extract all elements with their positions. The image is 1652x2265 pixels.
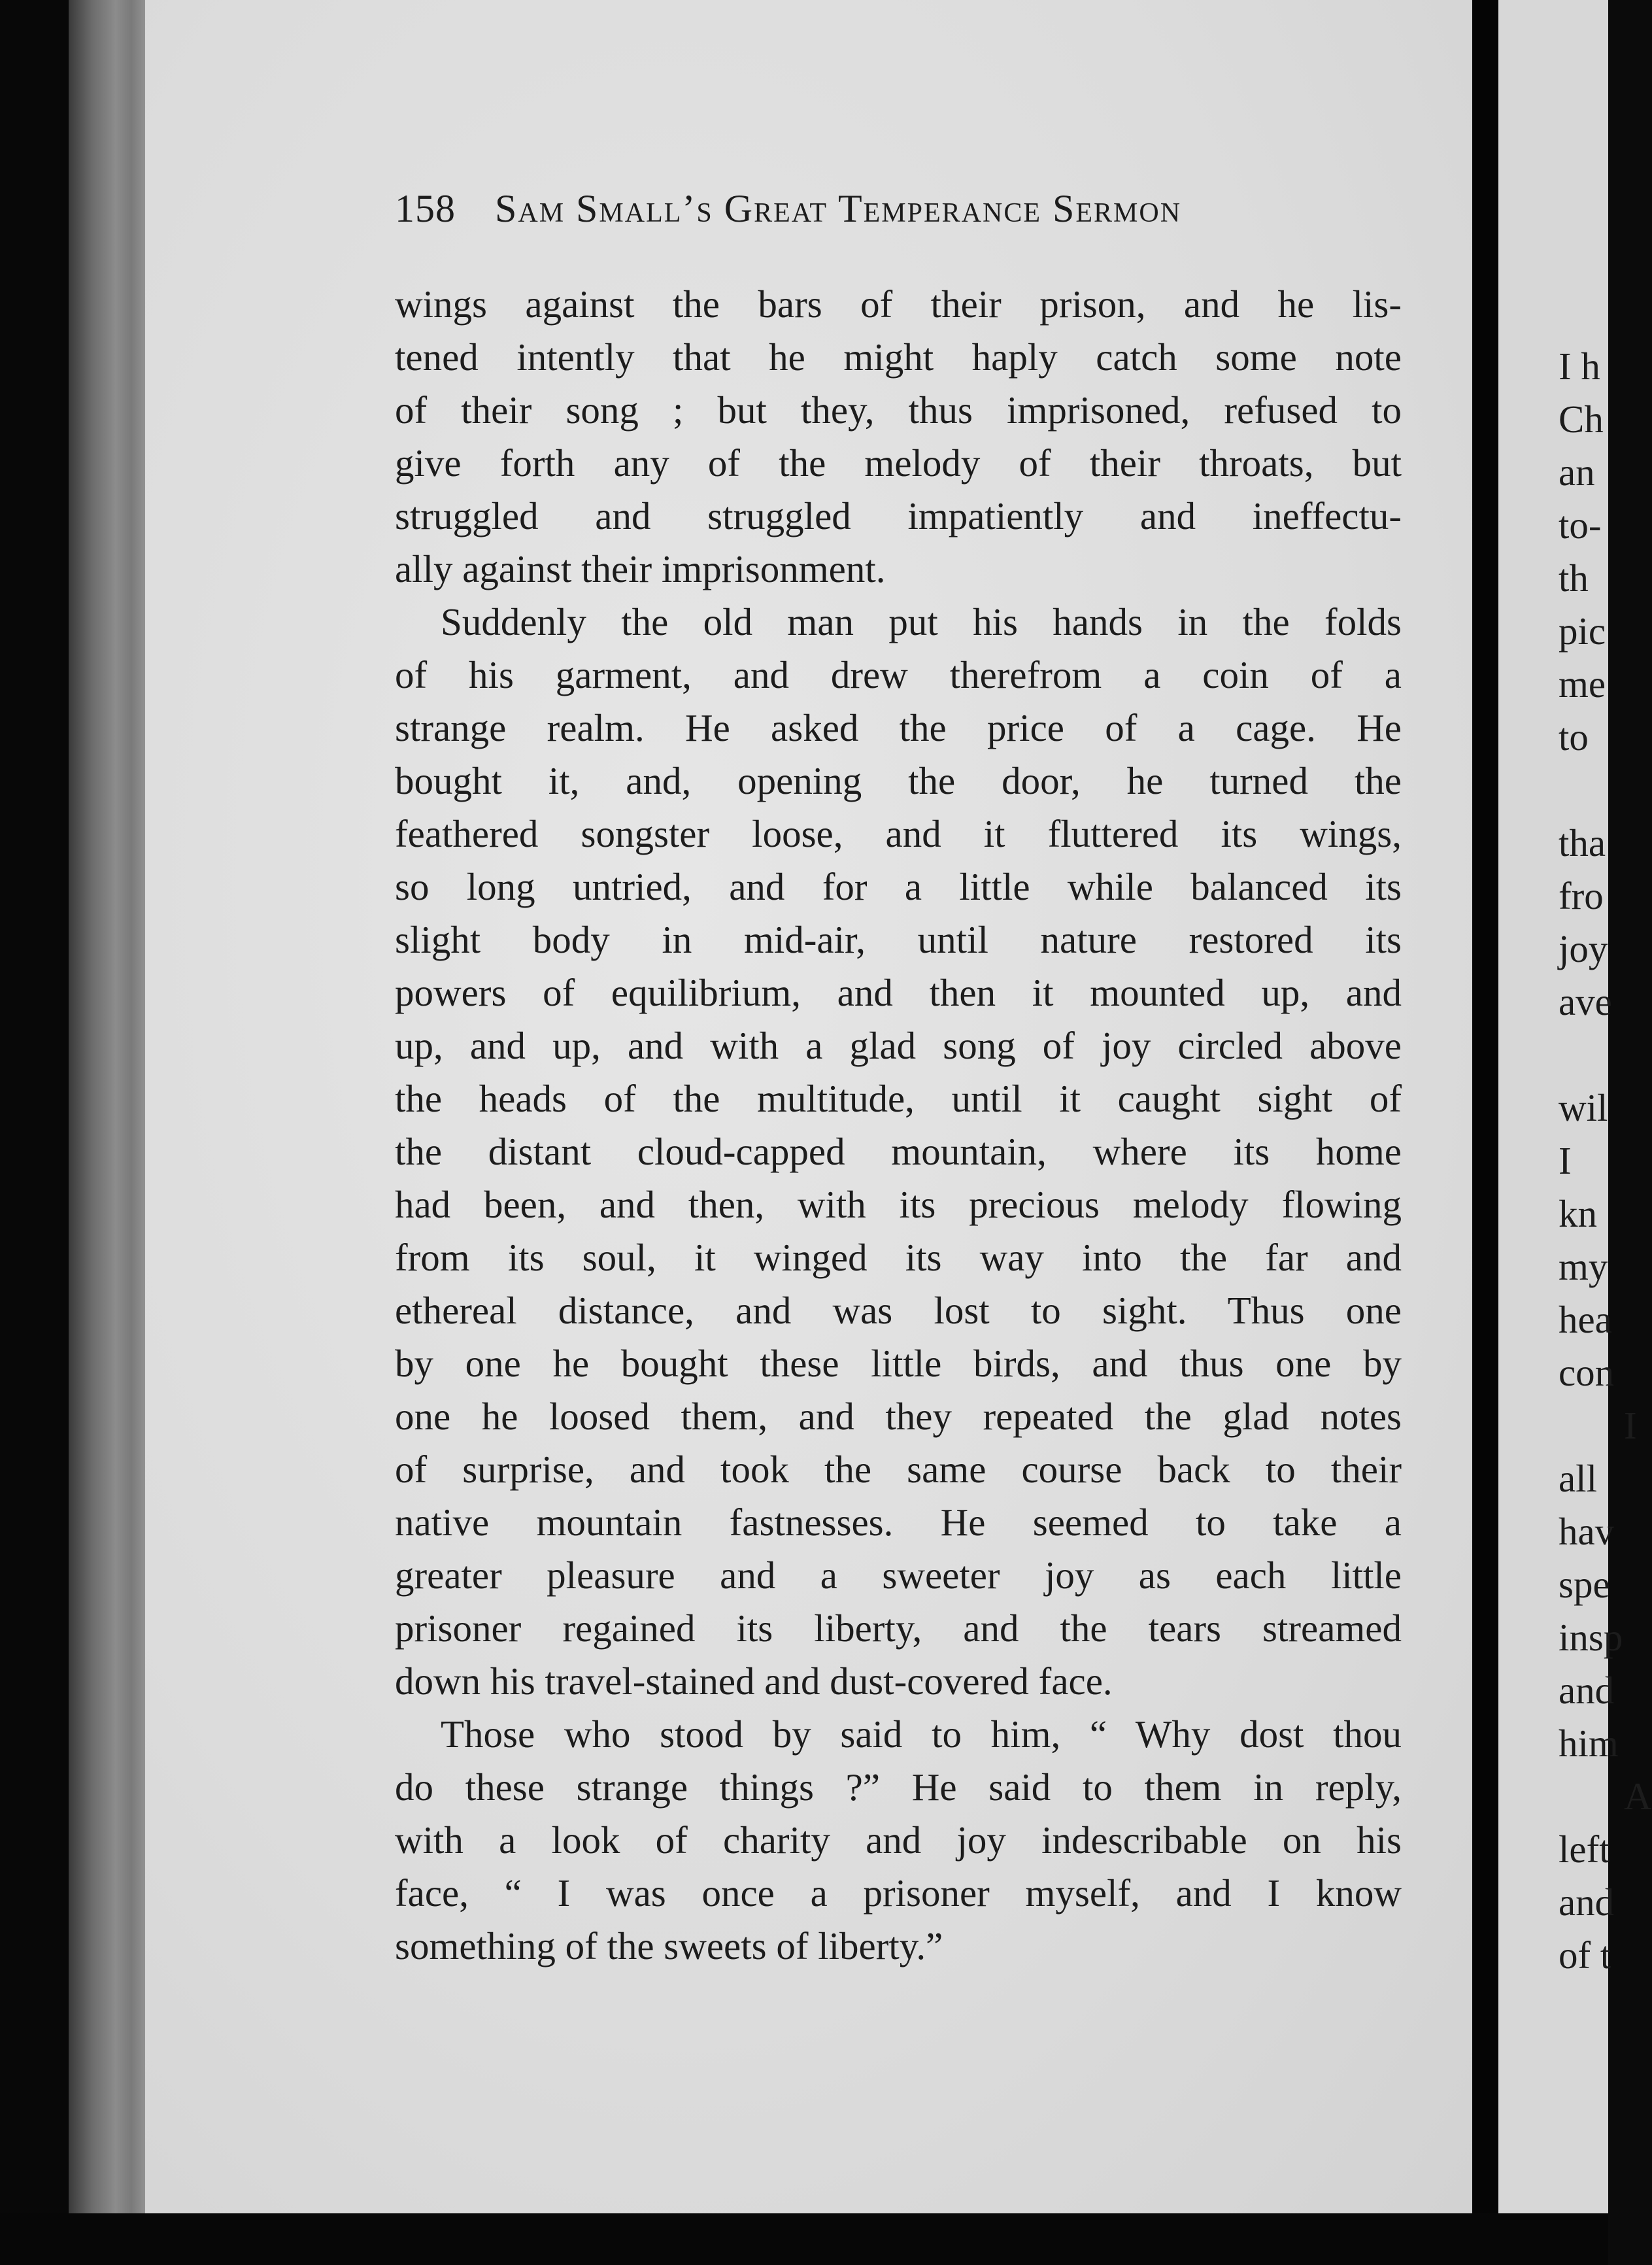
text-line: bought it, and, opening the door, he turned the (395, 759, 1402, 802)
right-page-line: and (1559, 1881, 1615, 1924)
right-page-line: to (1559, 715, 1589, 758)
text-line: face, “ I was once a prisoner myself, and I know (395, 1871, 1402, 1915)
scan-left-margin (0, 0, 72, 2265)
text-line: by one he bought these little birds, and thus one by (395, 1342, 1402, 1385)
text-line: so long untried, and for a little while balanced its (395, 865, 1402, 908)
right-page-line: me (1559, 662, 1606, 706)
text-line: ally against their imprisonment. (395, 547, 886, 590)
right-page-line: hav (1559, 1510, 1615, 1553)
text-line: from its soul, it winged its way into the far and (395, 1236, 1402, 1279)
text-line: strange realm. He asked the price of a cage. He (395, 706, 1402, 749)
text-line: struggled and struggled impatiently and ineffectu- (395, 494, 1402, 537)
right-page-text (1559, 340, 1652, 1982)
right-page-line: left (1559, 1828, 1610, 1871)
text-line: native mountain fastnesses. He seemed to take a (395, 1501, 1402, 1544)
right-page-line: tha (1559, 821, 1606, 864)
right-page-line: I h (1559, 345, 1600, 388)
right-page-line (1559, 1029, 1652, 1081)
right-page-line: my (1559, 1245, 1608, 1288)
right-page-line: to- (1559, 503, 1602, 547)
text-line: with a look of charity and joy indescribable on his (395, 1818, 1402, 1862)
text-line: down his travel-stained and dust-covered face. (395, 1660, 1113, 1703)
right-page-line: an (1559, 451, 1595, 494)
scan-bottom-margin (0, 2213, 1608, 2265)
right-page-line (1559, 764, 1652, 817)
text-line: prisoner regained its liberty, and the tears streamed (395, 1607, 1402, 1650)
text-line: slight body in mid-air, until nature restored its (395, 918, 1402, 961)
text-line: of his garment, and drew therefrom a coin of a (395, 653, 1402, 696)
book-gutter (1472, 0, 1498, 2265)
body-text (395, 278, 1402, 1973)
text-line: give forth any of the melody of their throats, but (395, 441, 1402, 485)
text-line: up, and up, and with a glad song of joy circled above (395, 1024, 1402, 1067)
running-head (395, 186, 1317, 231)
right-page-line: insp (1559, 1616, 1623, 1659)
right-page-line: Ch (1559, 398, 1604, 441)
text-line: the heads of the multitude, until it caught sight of (395, 1077, 1402, 1120)
text-line: ethereal distance, and was lost to sight. Thus one (395, 1289, 1402, 1332)
page-stack-edge (69, 0, 147, 2217)
text-line: Suddenly the old man put his hands in the folds (441, 600, 1402, 643)
right-page-line: joy (1559, 927, 1608, 970)
running-title: Sam Small’s Great Temperance Sermon (495, 187, 1182, 230)
right-page-line: spe (1559, 1563, 1610, 1606)
right-page-line: A (1624, 1775, 1652, 1818)
text-line: of their song ; but they, thus imprisoned, refused to (395, 388, 1402, 432)
right-page-line: him (1559, 1722, 1619, 1765)
right-page-line: th (1559, 556, 1589, 600)
text-line: had been, and then, with its precious melody flowing (395, 1183, 1402, 1226)
text-line: tened intently that he might haply catch some note (395, 335, 1402, 379)
text-line: one he loosed them, and they repeated the glad notes (395, 1395, 1402, 1438)
text-line: of surprise, and took the same course back to their (395, 1448, 1402, 1491)
book-page-right (1498, 0, 1652, 2213)
right-page-line: wil (1559, 1086, 1608, 1129)
right-page-line: fro (1559, 874, 1604, 917)
right-page-line: pic (1559, 609, 1606, 653)
text-line: Those who stood by said to him, “ Why dost thou (441, 1712, 1402, 1756)
right-page-line: con (1559, 1351, 1615, 1394)
page-number: 158 (395, 187, 456, 230)
right-page-line: of t (1559, 1933, 1611, 1977)
right-page-line: all (1559, 1457, 1597, 1500)
right-page-line: kn (1559, 1192, 1597, 1235)
text-line: do these strange things ?” He said to them in reply, (395, 1765, 1402, 1809)
text-line: wings against the bars of their prison, and he lis- (395, 282, 1402, 326)
text-line: the distant cloud-capped mountain, where its home (395, 1130, 1402, 1173)
right-page-line: ave (1559, 980, 1612, 1023)
right-page-line: hea (1559, 1298, 1612, 1341)
text-line: powers of equilibrium, and then it mounted up, and (395, 971, 1402, 1014)
text-line: greater pleasure and a sweeter joy as each little (395, 1554, 1402, 1597)
text-line: feathered songster loose, and it fluttered its wings, (395, 812, 1402, 855)
text-line: something of the sweets of liberty.” (395, 1924, 943, 1967)
right-page-line: and (1559, 1669, 1615, 1712)
right-page-line: I (1624, 1404, 1637, 1447)
right-page-line: I (1559, 1139, 1572, 1182)
